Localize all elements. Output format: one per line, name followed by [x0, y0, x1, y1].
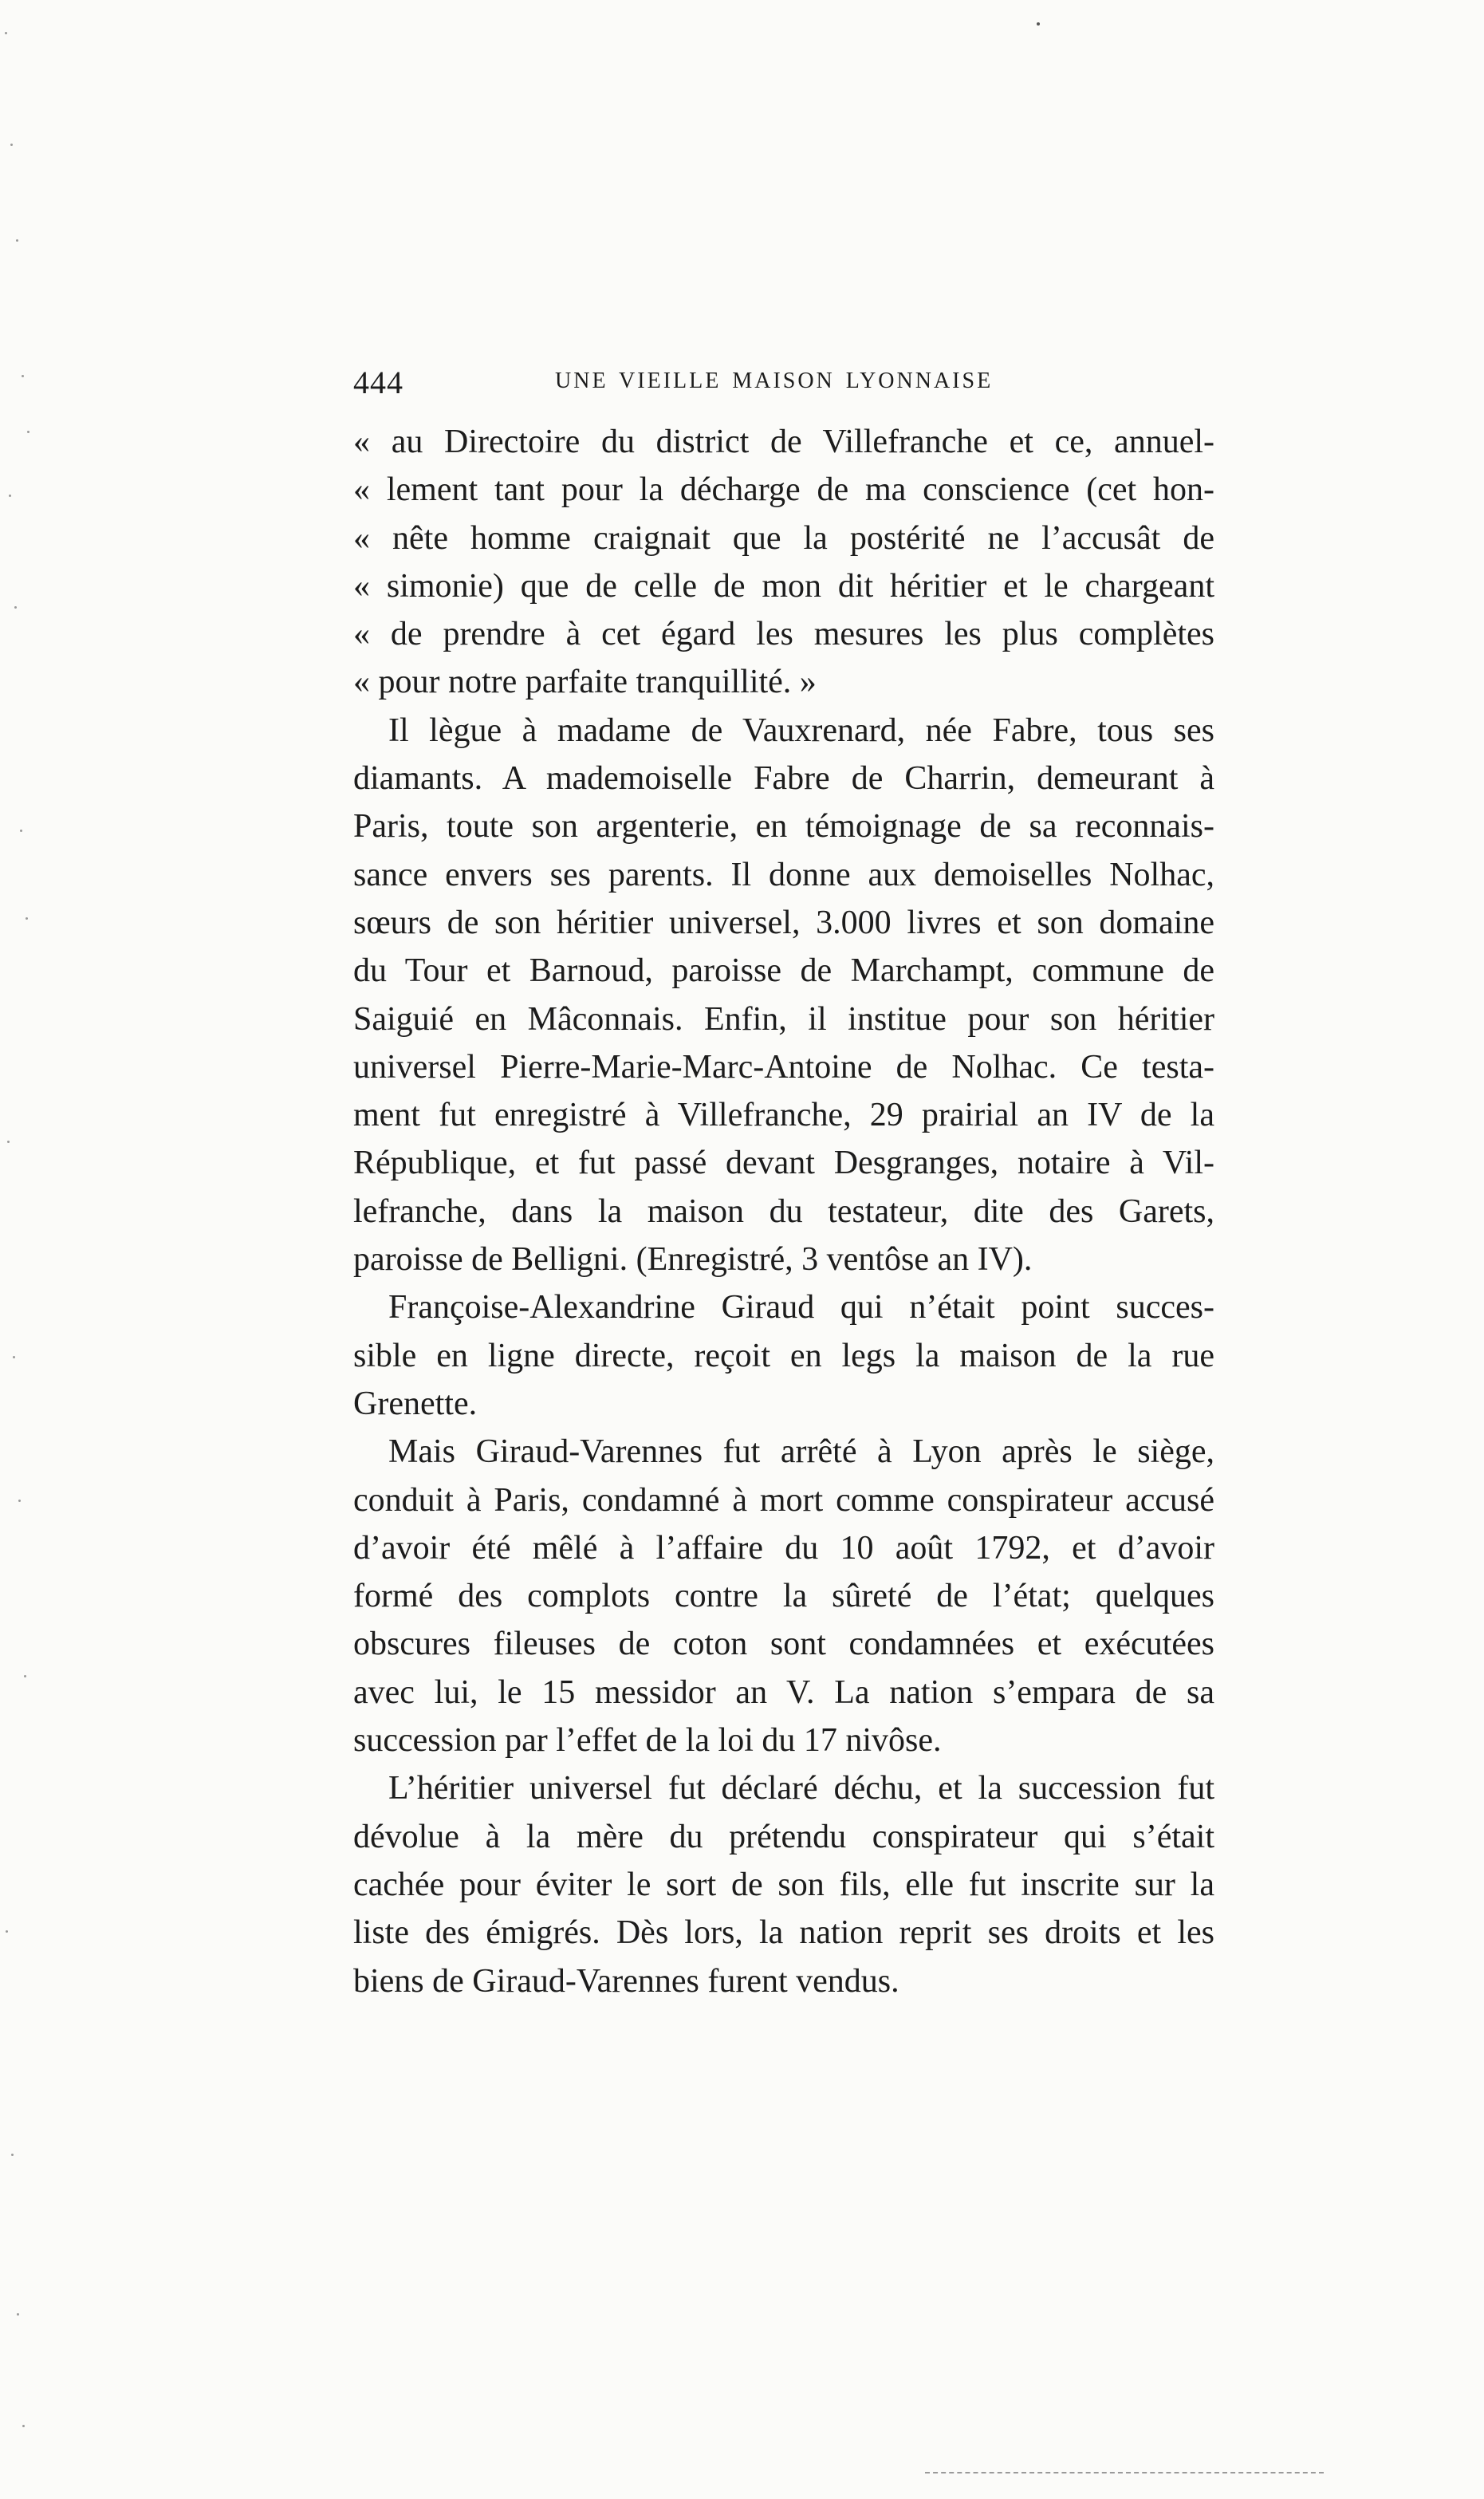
margin-speck	[20, 830, 22, 832]
running-head	[353, 364, 1214, 412]
paragraph	[353, 707, 1214, 1284]
margin-speck	[5, 32, 7, 34]
text-line: « nête homme craignait que la postérité ne l’accusât de	[353, 519, 1214, 557]
margin-speck	[11, 2154, 14, 2156]
paragraph	[353, 1283, 1214, 1428]
text-line: universel Pierre-Marie-Marc-Antoine de Nolhac. Ce testa-	[353, 1048, 1214, 1086]
text-line: Mais Giraud-Varennes fut arrêté à Lyon après le siège,	[388, 1433, 1214, 1471]
text-line: paroisse de Belligni. (Enregistré, 3 ventôse an IV).	[353, 1241, 1033, 1279]
text-line: sible en ligne directe, reçoit en legs la maison de la rue	[353, 1337, 1214, 1374]
margin-speck	[26, 917, 28, 920]
text-line: lefranche, dans la maison du testateur, dite des Garets,	[353, 1192, 1214, 1230]
margin-speck	[17, 2313, 19, 2316]
margin-speck	[22, 2425, 25, 2427]
paragraph	[353, 1428, 1214, 1764]
margin-speck	[27, 431, 30, 433]
margin-speck	[16, 239, 18, 242]
margin-speck	[24, 1675, 26, 1677]
text-line: Françoise-Alexandrine Giraud qui n’était point succes-	[388, 1289, 1214, 1326]
paragraph	[353, 418, 1214, 707]
ink-speck	[1037, 22, 1040, 26]
margin-speck	[18, 1500, 21, 1502]
text-line: « au Directoire du district de Villefranche et ce, annuel-	[353, 424, 1214, 460]
text-line: biens de Giraud-Varennes furent vendus.	[353, 1962, 899, 2000]
text-line: Saiguié en Mâconnais. Enfin, il institue pour son héritier	[353, 1000, 1214, 1038]
text-line: « de prendre à cet égard les mesures les plus complètes	[353, 616, 1214, 653]
text-line: formé des complots contre la sûreté de l’état; quelques	[353, 1578, 1214, 1615]
margin-speck	[10, 144, 13, 146]
text-line: du Tour et Barnoud, paroisse de Marchampt, commune de	[353, 952, 1214, 990]
text-line: République, et fut passé devant Desgranges, notaire à Vil-	[353, 1145, 1214, 1182]
text-line: cachée pour éviter le sort de son fils, elle fut inscrite sur la	[353, 1866, 1214, 1903]
text-line: Paris, toute son argenterie, en témoignage de sa reconnais-	[353, 808, 1214, 845]
text-line: sance envers ses parents. Il donne aux demoiselles Nolhac,	[353, 856, 1214, 893]
margin-speck	[22, 375, 24, 377]
scan-margin-specks	[0, 0, 48, 2499]
margin-speck	[13, 1356, 15, 1358]
running-title: UNE VIEILLE MAISON LYONNAISE	[555, 369, 994, 393]
paragraph	[353, 1764, 1214, 2004]
margin-speck	[6, 1930, 8, 1933]
text-line: « lement tant pour la décharge de ma conscience (cet hon-	[353, 471, 1214, 509]
text-line: Il lègue à madame de Vauxrenard, née Fabre, tous ses	[388, 711, 1214, 749]
text-line: liste des émigrés. Dès lors, la nation reprit ses droits et les	[353, 1914, 1214, 1952]
bottom-scan-mark	[925, 2472, 1324, 2475]
text-line: avec lui, le 15 messidor an V. La nation s’empara de sa	[353, 1673, 1214, 1711]
text-line: dévolue à la mère du prétendu conspirateur qui s’était	[353, 1818, 1214, 1855]
text-line: « simonie) que de celle de mon dit héritier et le chargeant	[353, 567, 1214, 605]
text-line: diamants. A mademoiselle Fabre de Charrin, demeurant à	[353, 760, 1214, 798]
page-number: 444	[353, 365, 403, 400]
text-line: Grenette.	[353, 1385, 478, 1422]
text-line: L’héritier universel fut déclaré déchu, et la succession fut	[388, 1770, 1214, 1807]
body-text	[353, 418, 1214, 2005]
text-line: sœurs de son héritier universel, 3.000 livres et son domaine	[353, 904, 1214, 941]
text-line: « pour notre parfaite tranquillité. »	[353, 664, 817, 701]
text-line: d’avoir été mêlé à l’affaire du 10 août 1792, et d’avoir	[353, 1529, 1214, 1567]
text-line: conduit à Paris, condamné à mort comme conspirateur accusé	[353, 1481, 1214, 1519]
margin-speck	[7, 1141, 10, 1143]
text-line: ment fut enregistré à Villefranche, 29 prairial an IV de la	[353, 1097, 1214, 1134]
margin-speck	[9, 495, 11, 497]
margin-speck	[14, 606, 17, 609]
text-line: obscures fileuses de coton sont condamnées et exécutées	[353, 1626, 1214, 1663]
text-line: succession par l’effet de la loi du 17 nivôse.	[353, 1722, 942, 1760]
